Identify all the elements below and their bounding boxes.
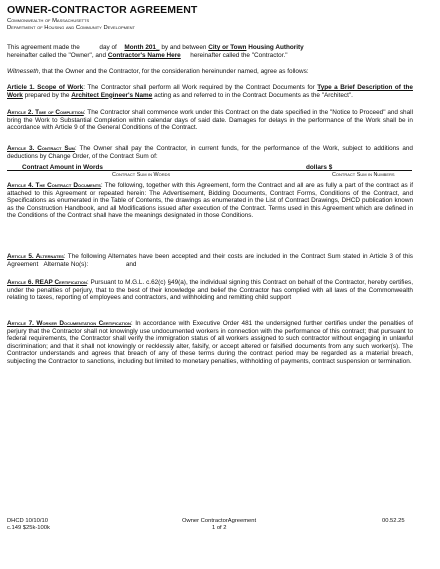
authority-field[interactable]: Housing Authority [248,44,304,51]
contract-sum-words-label: Contract Sum in Words [112,172,171,178]
footer-revision: DHCD 10/10/10 [7,518,48,524]
article-1-heading: Article 1. Scope of Work [7,84,84,91]
contract-sum-numbers-label: Contract Sum in Numbers [332,172,395,178]
witnesseth-paragraph: Witnesseth, that the Owner and the Contractor, for the consideration hereinunder named, agree as follows: [7,68,309,75]
article-6-heading: Article 6. REAP Certification [7,279,87,286]
article-3-heading: Article 3. Contract Sum [7,145,75,152]
department-line: Department of Housing and Community Development [7,25,135,31]
alternate-numbers-label[interactable]: Alternate No(s): [43,260,89,268]
article-5-heading: Article 5. Alternates [7,253,64,260]
commonwealth-line: Commonwealth of Massachusetts [7,18,90,24]
intro-line-1: This agreement made the day of Month 201_ by and between City or Town Housing Authority [7,44,304,51]
work-description-field[interactable]: Type a Brief Description of the Work [7,84,413,99]
contract-amount-words-field[interactable]: Contract Amount in Words [22,164,103,171]
article-7-heading: Article 7. Worker Documentation Certification [7,320,131,327]
article-2: Article 2. Time of Completion: The Contractor shall commence work under this Contract on the date specified in the "Notice to Proceed" and shall bring the Work to Substantial Completion within calendar days of said date. Damages for delays in the performance of the Work shall be in accordance with Article 9 of the General Conditions of the Contract. [7,109,413,132]
article-6: Article 6. REAP Certification: Pursuant to M.G.L. c.62(c) §49(a), the individual signing this Contract on behalf of the Contractor, hereby certifies, under the penalties of perjury, that to the best of their knowledge and belief the Contractor has complied with all laws of the Commonwealth relating to taxes, reporting of employees and contractors, and withholding and remitting child support [7,279,414,302]
intro-line-2: hereinafter called the "Owner", and Contractor's Name Here hereinafter called the "Contractor." [7,51,288,59]
article-4: Article 4. The Contract Documents: The following, together with this Agreement, form the Contract and all are as fully a part of the contract as if attached to this Agreement or repeated herein: The Advertisement, Bidding Documents, Contract Forms, Conditions of the Contract, and Specifications as enumerated in the Table of Contents, the drawings as enumerated in the List of Contract Drawings, DHCD publication known as the Construction Handbook, and all Modifications issued after execution of the Contract. Terms used in this Agreement which are defined in the Conditions of the Contract shall have the meanings designated in those Conditions. [7,182,414,220]
document-title: OWNER-CONTRACTOR AGREEMENT [7,4,198,16]
architect-name-field[interactable]: Architect Engineer's Name [71,91,153,99]
footer-page-number: 1 of 2 [212,525,227,531]
article-4-heading: Article 4. The Contract Documents [7,182,101,189]
intro-paragraph [7,44,413,59]
article-3: Article 3. Contract Sum: The Owner shall pay the Contractor, in current funds, for the performance of the Work, subject to additions and deductions by Change Order, of the Contract Sum of: [7,145,413,160]
city-field[interactable]: City or Town [208,44,247,51]
article-5: Article 5. Alternates: The following Alternates have been accepted and their costs are included in the Contract Sum stated in Article 3 of this Agreement Alternate No(s): and [7,253,413,268]
article-7: Article 7. Worker Documentation Certification: In accordance with Executive Order 481 the undersigned further certifies under the penalties of perjury that the Contractor shall not knowingly use undocumented workers in connection with the performance of this contract; that pursuant to federal requirements, the Contractor shall verify the immigration status of all workers assigned to such contractor without engaging in unlawful discrimination; and that it shall not knowingly or recklessly alter, falsify, or accept altered or falsified documents from any such worker(s). The Contractor understands and agrees that breach of any of these terms during the contract period may be regarded as a material breach, subjecting the Contractor to sanctions, including but limited to monetary penalties, withholding of payments, contract suspension or termination. [7,320,413,365]
dollars-field[interactable]: dollars $ [306,164,333,171]
month-field[interactable]: Month 201_ [124,44,160,51]
footer-statute: c.149 $25k-100k [7,525,50,531]
article-2-heading: Article 2. Time of Completion [7,109,84,116]
footer-doc-name: Owner ContractorAgreement [182,518,257,524]
contractor-name-field[interactable]: Contractor's Name Here [107,51,181,59]
article-1: Article 1. Scope of Work: The Contractor shall perform all Work required by the Contract Documents for Type a Brief Description of the Work prepared by the Architect Engineer's Name acting as and referred to in the Contract Documents as the "Architect". [7,84,413,99]
footer-code: 00.52.25 [382,518,405,524]
contract-sum-line [7,170,412,171]
